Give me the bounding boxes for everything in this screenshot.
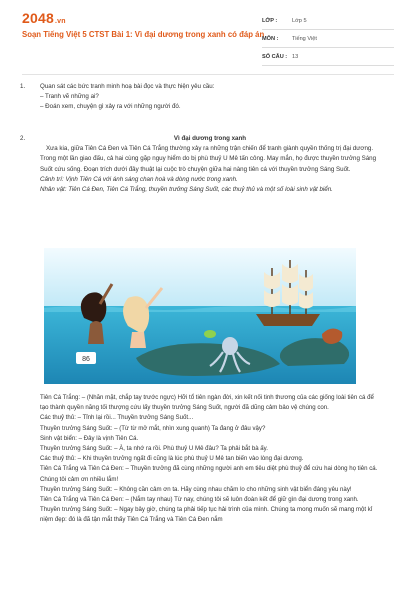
dialogue-line: Thuyền trưởng Sáng Suốt: – Không cần cảm ơn ta. Hãy cùng nhau chăm lo cho những sinh vật biển đáng yêu này! [40, 485, 352, 493]
question-1-number: 1. [20, 83, 26, 90]
question-1 [40, 82, 380, 113]
dialogue-line: Tiên Cá Trắng và Tiên Cá Đen: – (Nắm tay nhau) Từ nay, chúng tôi sẽ luôn đoàn kết để giữ gìn đại dương trong xanh. [40, 496, 359, 504]
meta-row-grade [262, 12, 394, 30]
meta-table [262, 12, 394, 66]
setting-line: Cảnh trí: Vịnh Tiên Cá với ánh sáng chan hoà và dòng nước trong xanh. [40, 175, 238, 183]
dialogue-line: Các thuỷ thủ: – Khi thuyền trưởng ngất đi cũng là lúc phù thuỷ U Mê tan biến vào lòng đại dương. [40, 455, 304, 463]
dialogue-line: Tiên Cá Trắng và Tiên Cá Đen: – Thuyền trưởng đã cùng những người anh em tiêu diệt phù thuỷ để cứu hai dòng họ tiên cá. Chúng tôi cảm ơn nhiều lắm! [40, 465, 378, 483]
logo-tld: .vn [54, 18, 66, 25]
dialogue-line: Thuyền trưởng Sáng Suốt: – À, ta nhớ ra rồi. Phù thuỷ U Mê đâu? Ta phải bắt bà ấy. [40, 445, 268, 453]
meta-label-grade: LỚP : [262, 17, 278, 24]
dialogue-line: Tiên Cá Trắng: – (Nhăn mặt, chắp tay trước ngực) Hỡi tổ tiên ngàn đời, xin kết nối tinh thương của các giống loài tiên cá để tạo thành quyền năng tối thượng cứu lấy thuyền trưởng Sáng Suốt, người đã dũng cảm bảo vệ chúng con. [40, 394, 374, 412]
intro-paragraph: Xưa kia, giữa Tiên Cá Đen và Tiên Cá Trắng thường xảy ra những trận chiến để tranh giành quyền thống trị đại dương. Trong một lần giao đấu, cả hai cùng gặp nguy hiểm do bị phù thuỷ U Mê tấn công. May mắn, họ được thuyền trưởng Sáng Suốt cứu sống. Đoạn trích dưới đây thuật lại cuộc trò chuyện giữa hai nàng tiên cá với thuyền trưởng Sáng Suốt. [40, 145, 377, 173]
section-title: Vì đại dương trong xanh [173, 135, 247, 142]
dialogue-line: Thuyền trưởng Sáng Suốt: – Ngay bây giờ, chúng ta phải tiếp tục hải trình của mình. Chúng ta mong muốn sẽ mang một kỉ niệm đẹp: đó là đã tận mắt thấy Tiên Cá Trắng và Tiên Cá Đen nắm [40, 506, 373, 524]
question-2 [40, 134, 380, 195]
meta-value-grade: Lớp 5 [292, 17, 307, 24]
meta-value-subject: Tiếng Việt [292, 35, 317, 42]
dialogue-line: Thuyền trưởng Sáng Suốt: – (Từ từ mở mắt, nhìn xung quanh) Ta đang ở đâu vậy? [40, 424, 266, 432]
document-header [12, 8, 388, 70]
story-illustration [44, 248, 356, 384]
header-divider [22, 74, 394, 75]
meta-label-subject: MÔN : [262, 35, 279, 42]
logo-text: 2048 [22, 10, 54, 26]
illustration-page-label: 86 [82, 356, 90, 363]
meta-value-count: 13 [292, 53, 299, 60]
illustration-svg [44, 248, 356, 384]
dialogue-line: Sinh vật biển: – Đây là vịnh Tiên Cá. [40, 434, 139, 442]
question-1-line: – Tranh vẽ những ai? [40, 93, 99, 101]
question-1-line: – Đoán xem, chuyện gì xảy ra với những người đó. [40, 103, 181, 111]
question-1-line: Quan sát các bức tranh minh hoạ bài đọc và thực hiện yêu cầu: [40, 83, 215, 90]
meta-label-count: SỐ CÂU : [262, 53, 288, 60]
page-title: Soạn Tiếng Việt 5 CTST Bài 1: Vì đại dương trong xanh có đáp án [22, 30, 265, 39]
question-2-number: 2. [20, 135, 26, 142]
meta-row-subject [262, 30, 394, 48]
meta-row-count [262, 48, 394, 66]
characters-line: Nhân vật: Tiên Cá Đen, Tiên Cá Trắng, thuyền trưởng Sáng Suốt, các thuỷ thủ và một số loài sinh vật biển. [40, 186, 333, 194]
site-logo[interactable] [22, 10, 66, 26]
dialogue-line: Các thuỷ thủ: – Tỉnh lại rồi... Thuyền trưởng Sáng Suốt... [40, 414, 194, 422]
dialogue-section [40, 393, 380, 526]
